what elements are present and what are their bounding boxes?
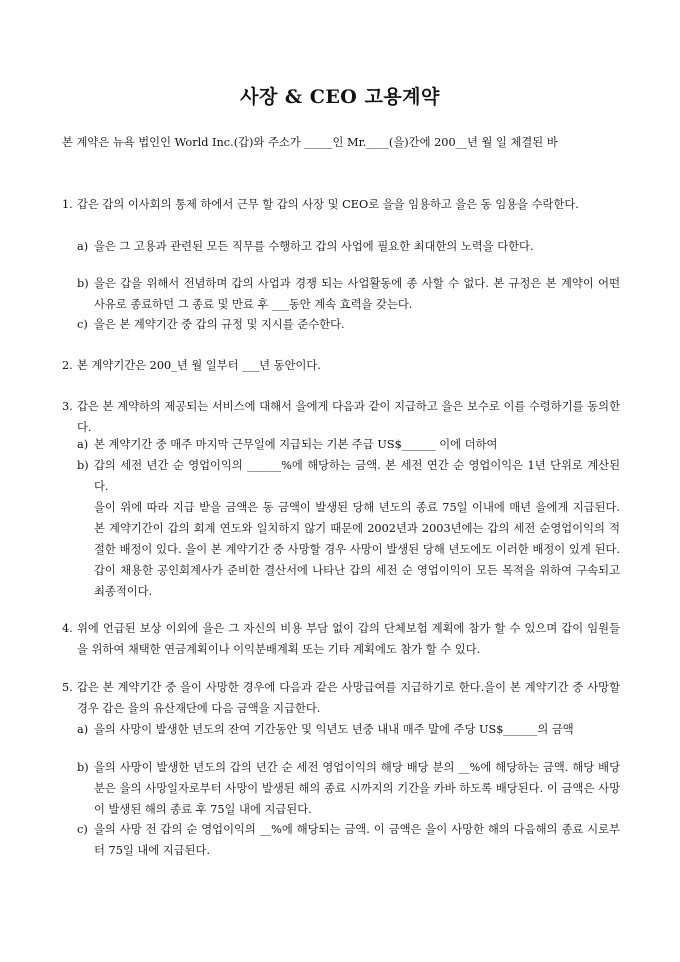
section-5-number: 5. (62, 681, 73, 694)
section-1c-label: c) (77, 318, 88, 331)
section-5a-text: 을의 사망이 발생한 년도의 잔여 기간동안 및 익년도 년중 내내 매주 말에 주당 US$______의 금액 (94, 723, 574, 736)
section-5-text: 갑은 본 계약기간 중 을이 사망한 경우에 다음과 같은 사망급여를 지급하기로 한다.을이 본 계약기간 중 사망할 경우 갑은 을의 유산재단에 다음 금액을 지급한다. (77, 681, 620, 715)
section-2-number: 2. (62, 359, 73, 372)
section-3b-label: b) (77, 459, 89, 472)
section-5c-text: 을의 사망 전 갑의 순 영업이익의 __%에 해당되는 금액. 이 금액은 을이 사망한 해의 다음해의 종료 시로부터 75일 내에 지급된다. (94, 823, 620, 857)
intro-paragraph: 본 계약은 뉴욕 법인인 World Inc.(갑)와 주소가 _____인 Mr.____(을)간에 200__년 월 일 체결된 바 (62, 136, 558, 149)
section-1a-label: a) (77, 240, 89, 253)
section-5b-text: 을의 사망이 발생한 년도의 갑의 년간 순 세전 영업이익의 해당 배당 분의 __%에 해당하는 금액. 해당 배당 분은 을의 사망일자로부터 사망이 발생된 해의 종료 시까지의 기간을 카바 하도록 배당된다. 이 금액은 사망이 발생된 해의 종료 후 75일 내에 지급된다. (94, 761, 620, 816)
section-1b-text: 을은 갑을 위해서 전념하며 갑의 사업과 경쟁 되는 사업활동에 종 사할 수 없다. 본 규정은 본 계약이 어떤 사유로 종료하던 그 종료 및 만료 후 ___동안 계속 효력을 갖는다. (94, 277, 620, 311)
section-4-text: 위에 언급된 보상 이외에 을은 그 자신의 비용 부담 없이 갑의 단체보험 계획에 참가 할 수 있으며 갑이 임원들을 위하여 채택한 연금계획이나 이익분배계획 또는 기타 계획에도 참가 할 수 있다. (77, 622, 620, 656)
section-3a-text: 본 계약기간 중 매주 마지막 근무일에 지급되는 기본 주급 US$______ 이에 더하여 (94, 438, 498, 451)
document-title: 사장 & CEO 고용계약 (240, 86, 440, 108)
section-3-number: 3. (62, 400, 73, 413)
section-3b-text: 갑의 세전 년간 순 영업이익의 ______%에 해당하는 금액. 본 세전 연간 순 영업이익은 1년 단위로 계산된다. (94, 459, 620, 493)
section-1c-text: 을은 본 계약기간 중 갑의 규정 및 지시를 준수한다. (94, 318, 345, 331)
section-4-number: 4. (62, 622, 73, 635)
section-5c-label: c) (77, 823, 88, 836)
section-2-text: 본 계약기간은 200_년 월 일부터 ___년 동안이다. (77, 359, 321, 372)
section-3a-label: a) (77, 438, 89, 451)
section-3b-continuation: 을이 위에 따라 지급 받을 금액은 동 금액이 발생된 당해 년도의 종료 75일 이내에 매년 을에게 지급된다. 본 계약기간이 갑의 회계 연도와 일치하지 않기 때문에 2002년과 2003년에는 갑의 세전 순영업이익의 적절한 배정이 있다. 을이 본 계약기간 중 사망할 경우 사망이 발생된 당해 년도에도 이러한 배정이 있게 된다. 갑이 채용한 공인회계사가 준비한 결산서에 나타난 갑의 세전 순 영업이익이 모든 목적을 위하여 구속되고 최종적이다. (94, 501, 620, 598)
section-1b-label: b) (77, 277, 89, 290)
section-1-text: 갑은 갑의 이사회의 통제 하에서 근무 할 갑의 사장 및 CEO로 을을 임용하고 을은 동 임용을 수락한다. (77, 198, 579, 211)
section-5a-label: a) (77, 723, 89, 736)
section-1a-text: 을은 그 고용과 관련된 모든 직무를 수행하고 갑의 사업에 필요한 최대한의 노력을 다한다. (94, 240, 534, 253)
section-1-number: 1. (62, 198, 73, 211)
section-5b-label: b) (77, 761, 89, 774)
section-3-text: 갑은 본 계약하의 제공되는 서비스에 대해서 을에게 다음과 같이 지급하고 을은 보수로 이를 수령하기를 동의한다. (77, 400, 620, 434)
